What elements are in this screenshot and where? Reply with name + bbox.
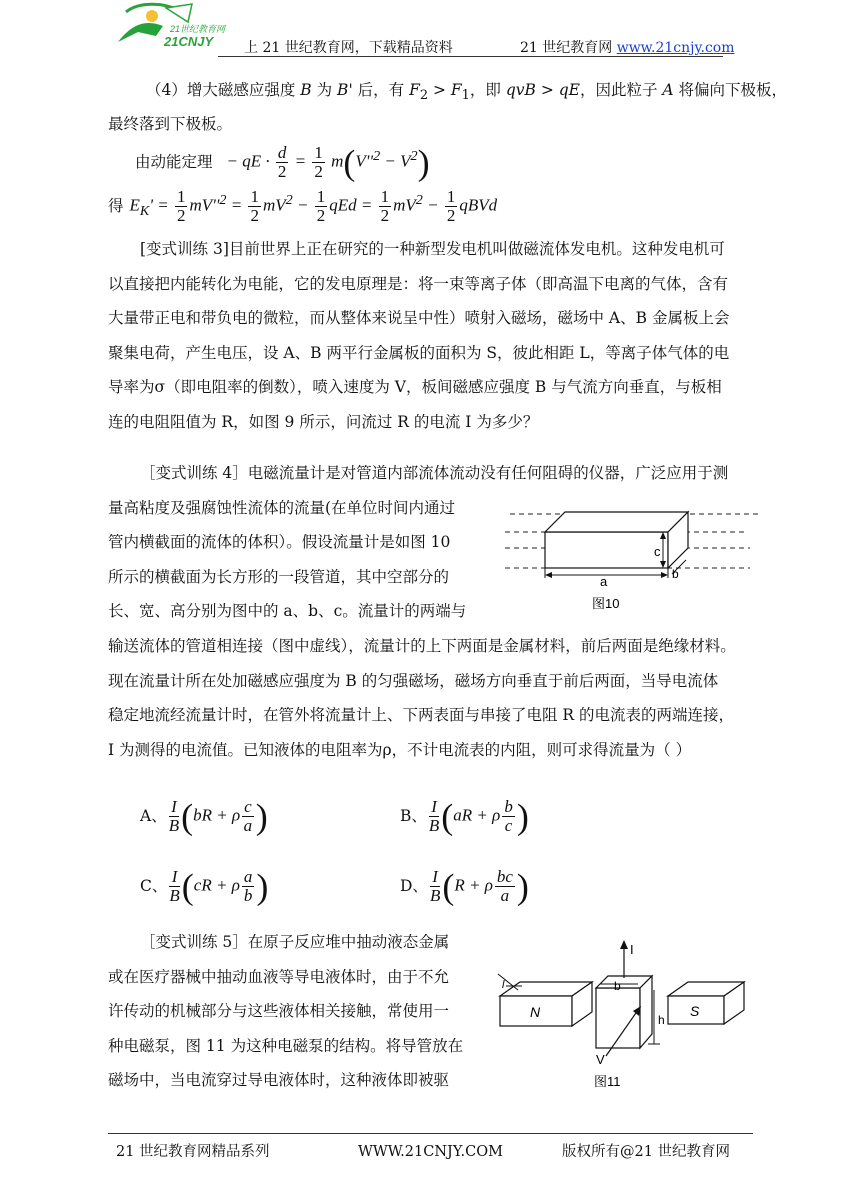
v3-line-1: [变式训练 3]目前世界上正在研究的一种新型发电机叫做磁流体发电机。这种发电机可 [140,240,725,258]
eq1-label: 由动能定理 [135,153,213,171]
footer-center[interactable]: WWW.21CNJY.COM [358,1144,503,1160]
option-b-label: B、 [400,807,427,825]
figure-11 [488,938,758,1098]
v4-line-1: ［变式训练 4］电磁流量计是对管道内部流体流动没有任何阻碍的仪器，广泛应用于测 [140,464,729,482]
equation-kinetic-energy: 由动能定理 − qE · $\frac{d}{2}$ = $\frac{1}{2}$ $m(V''^2 - V^2)$ [135,142,430,182]
part4-line2: 最终落到下极板。 [108,115,233,133]
v4-line-7: 现在流量计所在处加磁感应强度为 B 的匀强磁场，磁场方向垂直于前后两面，当导电流体 [108,671,719,690]
footer-line [108,1133,753,1134]
fig11-label-h: h [658,1013,665,1027]
figure-10 [500,498,770,618]
v3-line-6: 连的电阻阻值为 R，如图 9 所示，问流过 R 的电流 I 为多少？ [108,412,539,431]
fig11-label-i-top: I [630,942,634,957]
fig11-label-s: S [690,1003,700,1019]
option-c-num: a [243,866,253,886]
v5-line-2: 或在医疗器械中抽动血液等导电液体时，由于不允 [108,967,450,986]
footer-right: 版权所有@21 世纪教育网 [562,1144,731,1160]
fig11-label-l: l [502,979,505,991]
variant4-full [108,629,768,767]
header-left-text: 上 21 世纪教育网，下载精品资料 [244,40,453,56]
logo-cn-text: 21世纪教育网 [170,24,226,34]
header-right-text [520,38,735,58]
v4-line-8: 稳定地流经流量计时，在管外将流量计上、下两表面与串接了电阻 R 的电流表的两端连接， [108,706,735,724]
v4-line-2: 量高粘度及强腐蚀性流体的流量(在单位时间内通过 [108,498,456,517]
option-b-term: a [453,804,462,824]
v5-line-4: 种电磁泵，图 11 为这种电磁泵的结构。将导管放在 [108,1036,464,1055]
eq2-label: 得 [108,197,124,215]
fig11-label-b: b [614,979,621,993]
option-b[interactable]: B、 $\frac{I}{B}$ (aR + ρ $\frac{b}{c}$ ) [400,796,529,836]
option-c[interactable]: C、 $\frac{I}{B}$ (cR + ρ $\frac{a}{b}$ ) [140,866,269,906]
option-d[interactable]: D、 $\frac{I}{B}$ (R + ρ $\frac{bc}{a}$ ) [400,866,529,906]
option-d-den: a [500,885,510,905]
fig10-front-face [545,532,668,568]
fig11-label-v: V [596,1052,605,1067]
option-a-label: A、 [140,807,167,825]
option-c-label: C、 [140,877,168,895]
fig10-top-face [545,512,688,532]
footer-left: 21 世纪教育网精品系列 [116,1144,270,1160]
option-a-den: a [243,815,253,835]
header-site-name: 21 世纪教育网 [520,40,613,56]
v4-line-4: 所示的横截面为长方形的一段管道，其中空部分的 [108,567,450,586]
fig10-label-c: c [654,544,661,559]
v3-line-4: 聚集电荷，产生电压，设 A、B 两平行金属板的面积为 S，彼此相距 L，等离子体气体的电 [108,343,730,362]
fig10-caption: 图10 [592,596,620,611]
variant3-block [108,232,758,439]
option-b-den: c [504,815,513,835]
logo-en-text: 21CNJY [164,34,214,49]
part4-line1: （4）增大磁感应强度 B 为 B' 后，有 $F_2 > F_1$，即 qvB > qE，因此粒子 A 将偏向下极板， [146,81,788,104]
option-b-num: b [504,796,513,816]
option-d-num: bc [496,866,513,886]
v4-line-3: 管内横截面的流体的体积）。假设流量计是如图 10 [108,533,451,551]
option-a[interactable]: A、 $\frac{I}{B}$ (bR + ρ $\frac{c}{a}$ ) [140,796,268,836]
v3-line-5: 导率为σ（即电阻率的倒数），喷入速度为 V，板间磁感应强度 B 与气流方向垂直，与板相 [108,378,722,396]
equation-ek: 得 $E_K'$ = $\frac{1}{2}$ $mV''^2$ = $\frac{1}{2}$ $mV^2$ − $\frac{1}{2}$ qEd = $\frac{1}{2}$ $mV^2$ − $\frac{1}{2}$ qBVd [108,186,498,225]
v5-line-3: 许传动的机械部分与这些液体相关接触，常使用一 [108,1002,450,1020]
option-c-term: c [193,874,202,894]
v5-line-1: ［变式训练 5］在原子反应堆中抽动液态金属 [140,933,450,951]
header-link[interactable]: www.21cnjy.com [616,40,735,56]
fig11-label-n: N [530,1004,541,1020]
option-d-label: D、 [400,877,428,895]
option-c-den: b [243,885,253,905]
fig10-label-a: a [600,574,608,589]
v5-line-5: 磁场中，当电流穿过导电液体时，这种液体即被驱 [108,1071,450,1089]
v3-line-2: 以直接把内能转化为电能，它的发电原理是：将一束等离子体（即高温下电离的气体，含有 [108,274,729,293]
v4-line-6: 输送流体的管道相连接（图中虚线），流量计的上下两面是金属材料，前后两面是绝缘材料。 [108,637,736,655]
v3-line-3: 大量带正电和带负电的微粒，而从整体来说呈中性）喷射入磁场，磁场中 A、B 金属板上会 [108,309,730,327]
variant5-block [108,925,488,1098]
v4-line-9: I 为测得的电流值。已知液体的电阻率为ρ，不计电流表的内阻，则可求得流量为（ ） [108,740,692,759]
v4-line-5: 长、宽、高分别为图中的 a、b、c。流量计的两端与 [108,602,467,620]
fig11-caption: 图11 [594,1074,621,1089]
site-logo [108,2,228,60]
fig10-label-b: b [672,567,679,581]
option-a-num: c [244,796,252,816]
header [0,0,860,70]
option-a-term: b [193,804,202,824]
